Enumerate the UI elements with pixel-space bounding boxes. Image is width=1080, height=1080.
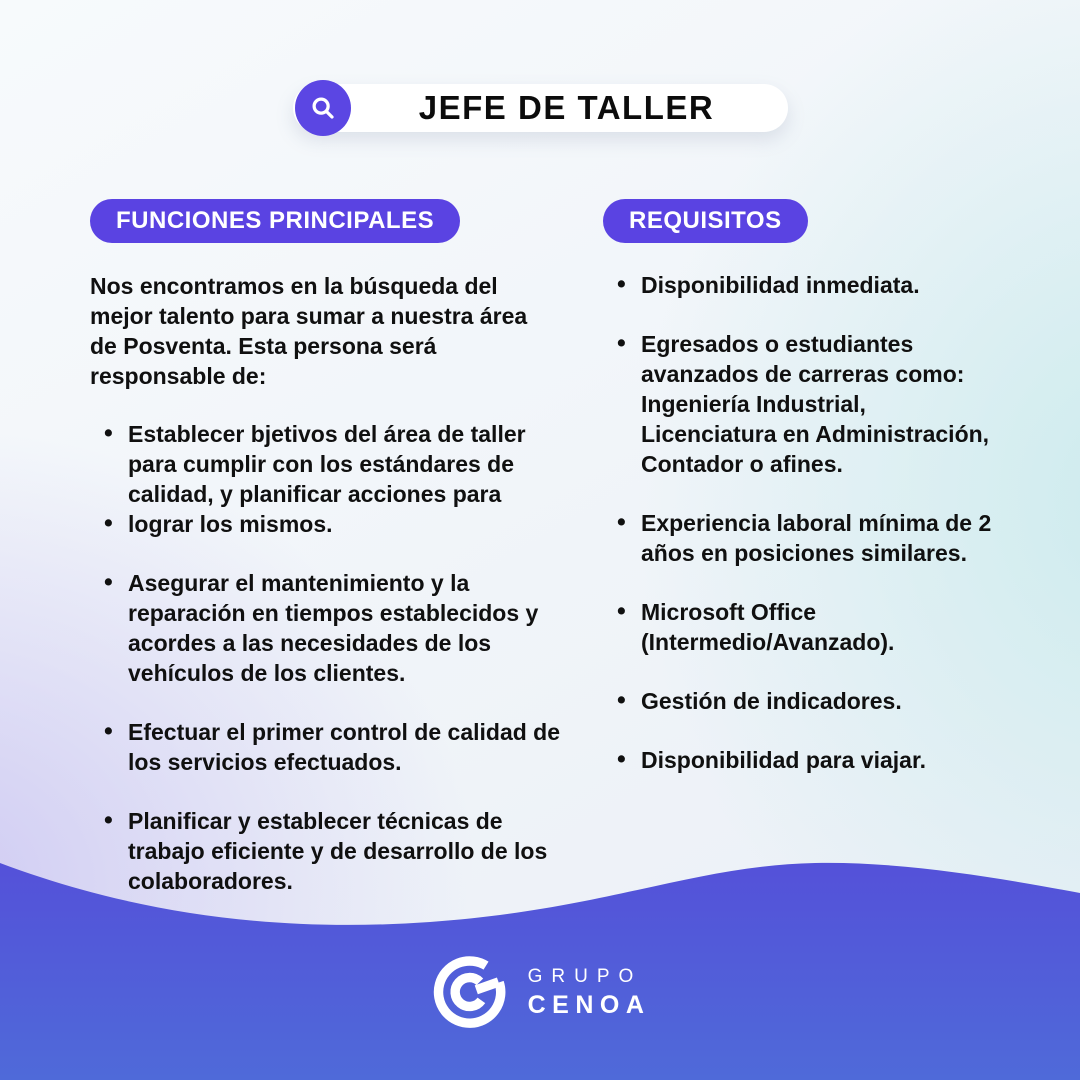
brand-wordmark <box>528 964 651 1020</box>
list-item <box>90 806 560 896</box>
list-item-text: Gestión de indicadores. <box>641 688 902 714</box>
brand-footer <box>430 952 651 1032</box>
list-item <box>90 717 560 777</box>
brand-top-text: GRUPO <box>527 966 643 987</box>
list-item-text: Efectuar el primer control de calidad de los servicios efectuados. <box>128 719 561 775</box>
list-item-text: Asegurar el mantenimiento y la reparación en tiempos establecidos y acordes a las necesidades de los vehículos de los clientes. <box>128 570 539 686</box>
funciones-badge: FUNCIONES PRINCIPALES <box>90 199 460 243</box>
list-item <box>90 419 560 509</box>
funciones-intro: Nos encontramos en la búsqueda del mejor talento para sumar a nuestra área de Posventa. Esta persona será responsable de: <box>90 273 528 389</box>
list-item-text: Microsoft Office (Intermedio/Avanzado). <box>641 599 895 655</box>
brand-bottom-text: CENOA <box>527 991 651 1019</box>
requisitos-badge: REQUISITOS <box>603 199 808 243</box>
list-item <box>603 329 995 479</box>
list-item-text: lograr los mismos. <box>128 511 333 537</box>
list-item <box>90 509 560 539</box>
list-item-text: Disponibilidad para viajar. <box>641 747 927 773</box>
requisitos-list <box>603 270 995 775</box>
grupo-cenoa-logo-icon <box>430 952 510 1032</box>
list-item-text: Experiencia laboral mínima de 2 años en posiciones similares. <box>641 510 992 566</box>
list-item <box>90 568 560 688</box>
search-icon <box>295 80 351 136</box>
requisitos-section <box>603 199 995 804</box>
page-title: JEFE DE TALLER <box>418 89 715 126</box>
list-item <box>603 597 995 657</box>
job-title-bar <box>293 84 788 132</box>
list-item-text: Egresados o estudiantes avanzados de carreras como: Ingeniería Industrial, Licenciatura en Administración, Contador o afines. <box>641 331 990 477</box>
list-item <box>603 270 995 300</box>
funciones-section <box>90 199 560 925</box>
list-item-text: Establecer bjetivos del área de taller para cumplir con los estándares de calidad, y planificar acciones para <box>128 421 526 507</box>
list-item <box>603 508 995 568</box>
list-item-text: Planificar y establecer técnicas de trabajo eficiente y de desarrollo de los colaboradores. <box>128 808 548 894</box>
list-item <box>603 745 995 775</box>
funciones-list <box>90 419 560 896</box>
list-item-text: Disponibilidad inmediata. <box>641 272 920 298</box>
list-item <box>603 686 995 716</box>
